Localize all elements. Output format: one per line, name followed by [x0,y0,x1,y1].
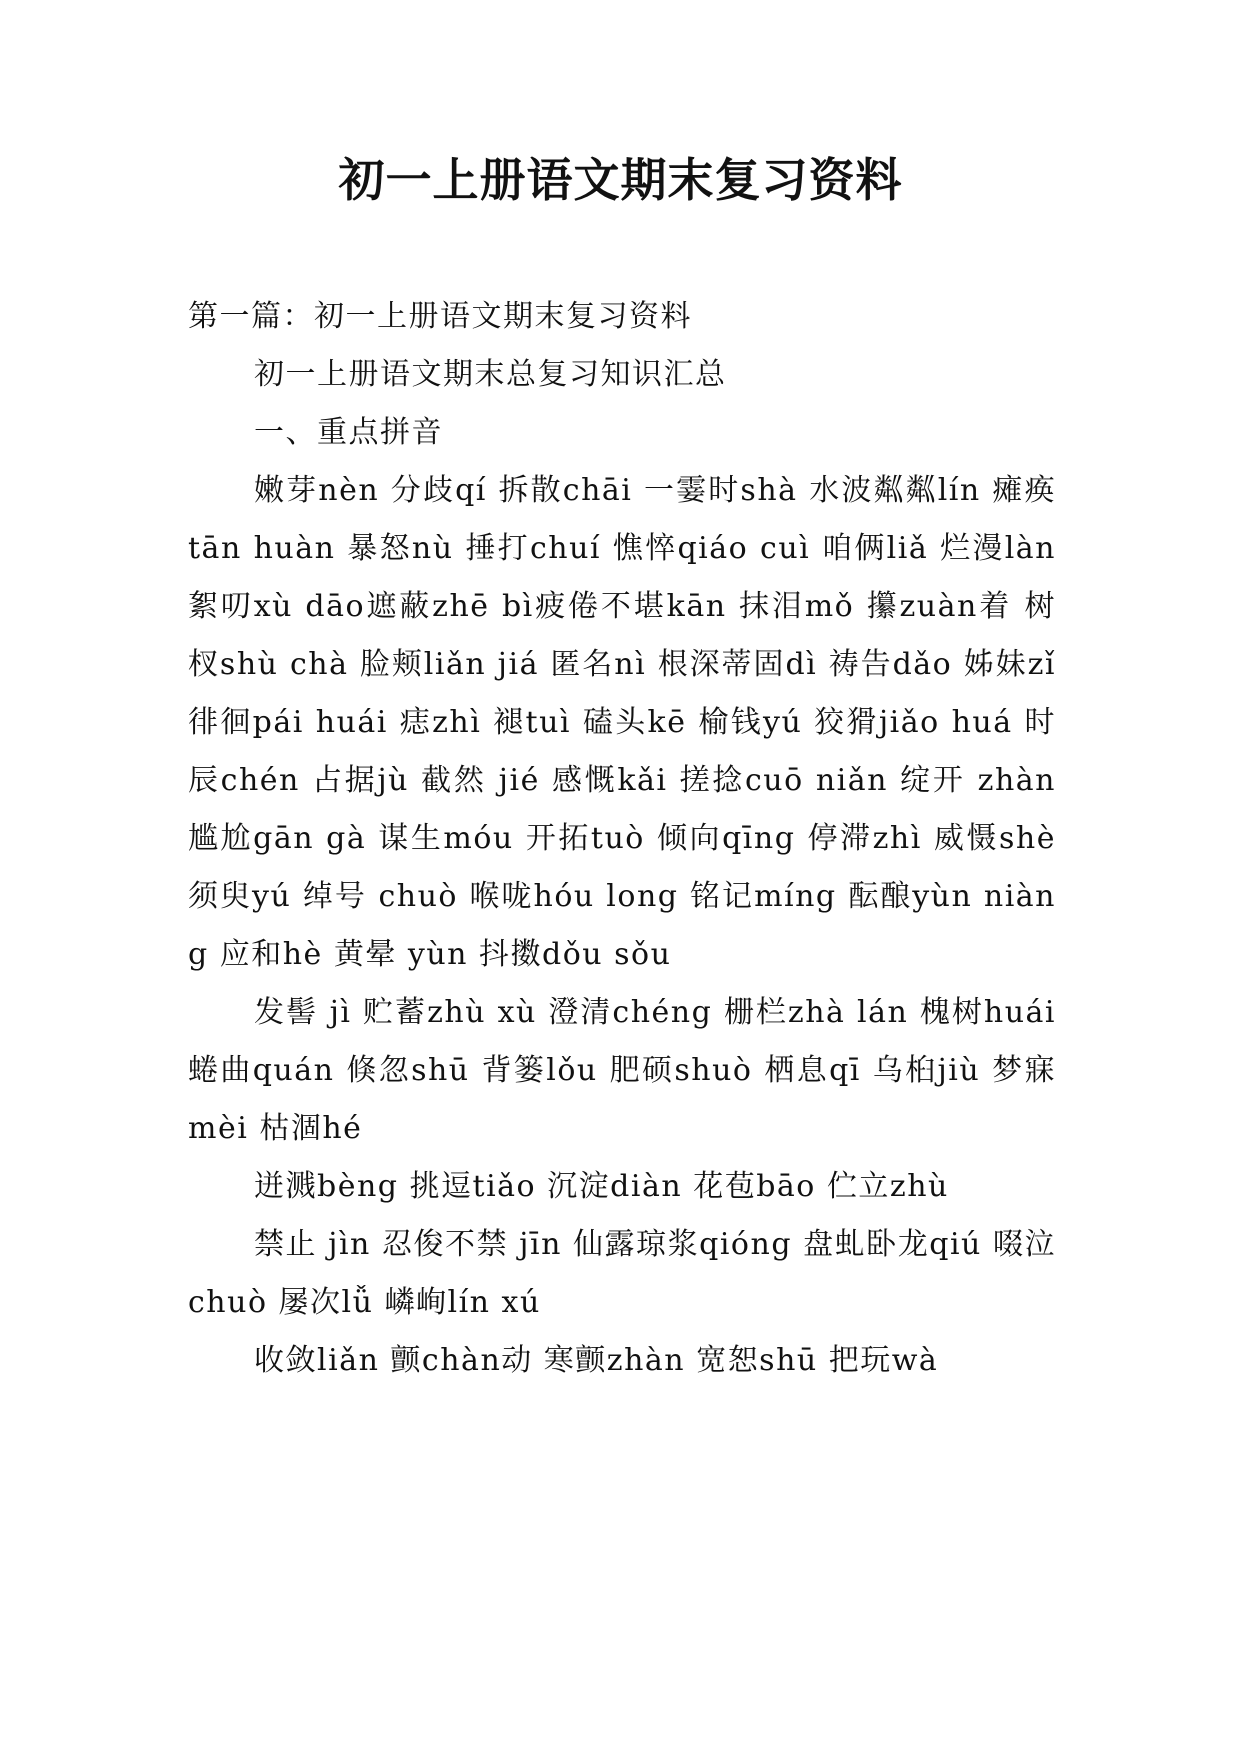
pinyin-paragraph: 禁止 jìn 忍俊不禁 jīn 仙露琼浆qióng 盘虬卧龙qiú 啜泣chuò 屡次lǚ 嶙峋lín xú [188,1227,1056,1320]
section-heading-pinyin: 一、重点拼音 [254,415,443,450]
pinyin-paragraph: 迸溅bèng 挑逗tiǎo 沉淀diàn 花苞bāo 伫立zhù [254,1169,949,1204]
document-title: 初一上册语文期末复习资料 [338,153,903,207]
section-heading: 第一篇：初一上册语文期末复习资料 [188,299,692,334]
pinyin-paragraph: 收敛liǎn 颤chàn动 寒颤zhàn 宽恕shū 把玩wà [254,1343,939,1378]
subtitle-paragraph: 初一上册语文期末总复习知识汇总 [254,357,727,392]
document-body [188,288,1056,1390]
pinyin-paragraph: 嫩芽nèn 分歧qí 拆散chāi 一霎时shà 水波粼粼lín 瘫痪tān huàn 暴怒nù 捶打chuí 憔悴qiáo cuì 咱俩liǎ 烂漫làn 絮叨xù dāo遮蔽zhē bì疲倦不堪kān 抹泪mǒ 攥zuàn着 树杈shù chà 脸颊liǎn jiá 匿名nì 根深蒂固dì 祷告dǎo 姊妹zǐ 徘徊pái huái 痣zhì 褪tuì 磕头kē 榆钱yú 狡猾jiǎo huá 时辰chén 占据jù 截然 jié 感慨kǎi 搓捻cuō niǎn 绽开 zhàn 尴尬gān gà 谋生móu 开拓tuò 倾向qīng 停滞zhì 威慑shè 须臾yú 绰号 chuò 喉咙hóu long 铭记míng 酝酿yùn niàng 应和hè 黄晕 yùn 抖擞dǒu sǒu [188,473,1056,972]
pinyin-paragraph: 发髻 jì 贮蓄zhù xù 澄清chéng 栅栏zhà lán 槐树huái 蜷曲quán 倏忽shū 背篓lǒu 肥硕shuò 栖息qī 乌桕jiù 梦寐mèi 枯涸hé [188,995,1056,1146]
